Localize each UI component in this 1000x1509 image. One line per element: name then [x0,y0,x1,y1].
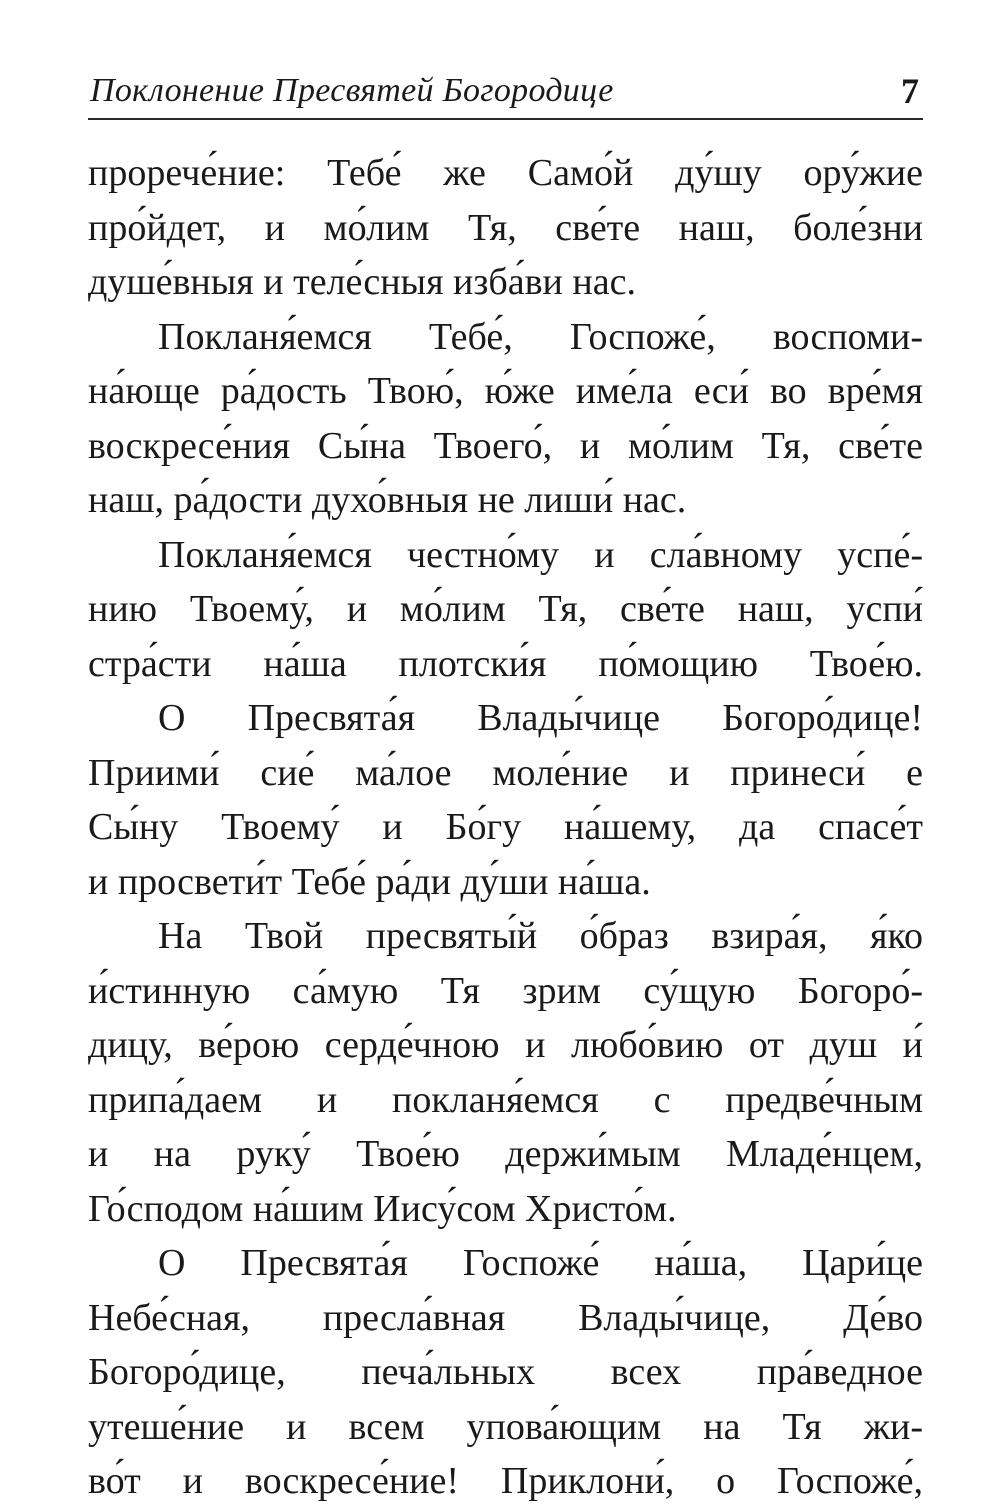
text-line: Покланя́емся честно́му и сла́вному успе́- [158,533,923,576]
text-line: Го́сподом на́шим Иису́сом Христо́м. [88,1187,677,1230]
text-line: про́йдет, и мо́лим Тя, све́те наш, боле́зни [88,206,923,249]
text-line: наш, ра́дости духо́вныя не лиши́ нас. [88,479,687,521]
text-line: Покланя́емся Тебе́, Госпоже́, воспоми- [158,315,923,358]
text-line: воскресе́ния Сы́на Твоего́, и мо́лим Тя, све́те [88,424,923,467]
text-line: припа́даем и покланя́емся с предве́чным [88,1078,923,1121]
text-line: Богоро́дице, печа́льных всех пра́ведное [88,1351,923,1393]
prayer-text [88,146,923,1509]
book-page [88,60,923,1509]
text-line: стра́сти на́ша плотски́я по́мощию Твое́ю. [88,642,923,685]
running-header [88,60,923,120]
text-line: На Твой пресвяты́й о́браз взира́я, я́ко [158,915,923,957]
text-line: и на руку́ Твое́ю держи́мым Младе́нцем, [88,1133,923,1175]
text-line: утеше́ние и всем упова́ющим на Тя жи- [88,1405,923,1448]
text-line: Сы́ну Твоему́ и Бо́гу на́шему, да спасе́т [88,806,923,848]
text-line: душе́вныя и теле́сныя изба́ви нас. [88,261,636,303]
text-line: О Пресвята́я Госпоже́ на́ша, Цари́це [158,1242,923,1284]
text-line: и́стинную са́мую Тя зрим су́щую Богоро́- [88,969,923,1012]
text-line: и просвети́т Тебе́ ра́ди ду́ши на́ша. [88,860,651,903]
text-line: Небе́сная, пресла́вная Влады́чице, Де́во [88,1296,923,1339]
text-line: дицу, ве́рою серде́чною и любо́вию от душ и́ [88,1024,923,1066]
running-title: Поклонение Пресвятей Богородице [90,72,614,109]
text-line: О Пресвята́я Влады́чице Богоро́дице! [158,697,923,739]
text-line: Приими́ сие́ ма́лое моле́ние и принеси́ е [88,751,923,794]
text-line: нию Твоему́, и мо́лим Тя, све́те наш, успи́ [88,588,923,630]
text-line: во́т и воскресе́ние! Приклони́, о Госпоже́, [88,1460,923,1502]
page-number: 7 [901,71,919,111]
text-line: на́юще ра́дость Твою́, ю́же име́ла еси́ во вре́мя [88,370,923,412]
text-line: прорече́ние: Тебе́ же Само́й ду́шу ору́жие [88,152,923,194]
